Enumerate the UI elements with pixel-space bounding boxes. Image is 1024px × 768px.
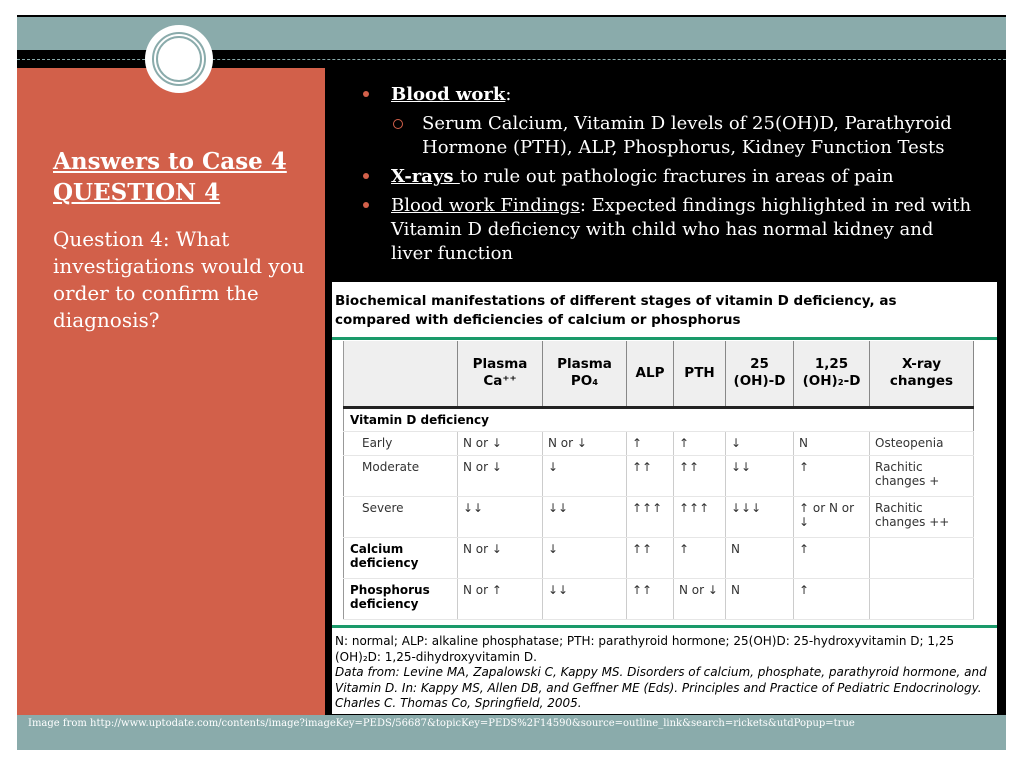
column-header [344,341,458,407]
table-cell: Rachitic changes ++ [870,496,974,537]
circle-ornament-icon [145,25,213,93]
column-header: Plasma PO₄ [543,341,627,407]
table-cell: N or ↓ [458,537,543,578]
row-label: Severe [344,496,458,537]
column-header: Plasma Ca⁺⁺ [458,341,543,407]
row-label: Moderate [344,455,458,496]
question-text: Question 4: What investigations would you order to confirm the diagnosis? [53,227,305,332]
table-row [344,537,974,578]
table-cell: ↓↓ [726,455,794,496]
table-cell [870,537,974,578]
column-header: 25 (OH)-D [726,341,794,407]
table-cell: ↑ [794,455,870,496]
row-label: Calcium deficiency [344,537,458,578]
table-cell: Rachitic changes + [870,455,974,496]
table-cell: ↓ [726,431,794,455]
table-cell: ↑ [674,431,726,455]
table-cell: ↓↓ [543,496,627,537]
table-cell: ↑↑ [627,537,674,578]
bullet-list [357,83,977,271]
vitamin-d-table [343,341,974,620]
table-row [344,578,974,619]
left-panel [17,68,325,715]
table-cell: ↓↓↓ [726,496,794,537]
abbreviations-note: N: normal; ALP: alkaline phosphatase; PTH: parathyroid hormone; 25(OH)D: 25-hydroxyvitamin D; 1,25 (OH)₂D: 1,25-dihydroxyvitamin D. [335,634,955,664]
table-cell: N [726,578,794,619]
bullet-xrays: X-rays to rule out pathologic fractures in areas of pain [357,165,977,189]
table-cell: ↓↓ [543,578,627,619]
column-header: ALP [627,341,674,407]
table-notes [335,634,990,712]
slide [17,15,1006,750]
table-cell: Osteopenia [870,431,974,455]
image-source-caption: Image from http://www.uptodate.com/contents/image?imageKey=PEDS/56687&topicKey=PEDS%2F14590&source=outline_link&search=rickets&utdPopup=true [17,715,1006,750]
green-rule [332,337,997,340]
bullet-blood-work: Blood work: [357,83,977,107]
table-cell: ↑↑ [674,455,726,496]
table-image [332,282,997,714]
table-cell: ↑↑↑ [674,496,726,537]
table-cell: N or ↓ [458,431,543,455]
table-cell [870,578,974,619]
table-cell: ↑ or N or ↓ [794,496,870,537]
table-cell: ↓↓ [458,496,543,537]
bullet-findings: Blood work Findings: Expected findings highlighted in red with Vitamin D deficiency with child who has normal kidney and liver function [357,194,977,266]
green-rule [332,625,997,628]
table-row [344,455,974,496]
source-note: Data from: Levine MA, Zapalowski C, Kappy MS. Disorders of calcium, phosphate, parathyroid hormone, and Vitamin D. In: Kappy MS, Allen DB, and Geffner ME (Eds). Principles and Practice of Pediatric Endocrinology. Charles C. Thomas Co, Springfield, 2005. [335,665,987,710]
table-cell: N or ↓ [674,578,726,619]
table-header-row [344,341,974,407]
table-title: Biochemical manifestations of different stages of vitamin D deficiency, as compared with deficiencies of calcium or phosphorus [335,293,897,328]
table-cell: ↓ [543,455,627,496]
table-cell: N [726,537,794,578]
table-cell: ↑ [627,431,674,455]
row-label: Phosphorus deficiency [344,578,458,619]
table-cell: ↑↑ [627,455,674,496]
table-cell: ↑ [674,537,726,578]
table-cell: ↑↑ [627,578,674,619]
table-cell: ↑ [794,578,870,619]
table-cell: N [794,431,870,455]
column-header: X-ray changes [870,341,974,407]
table-row [344,431,974,455]
table-row [344,496,974,537]
table-cell: ↓ [543,537,627,578]
slide-title: Answers to Case 4 QUESTION 4 [53,148,287,206]
table-cell: N or ↓ [458,455,543,496]
table-cell: ↑↑↑ [627,496,674,537]
group-label: Vitamin D deficiency [344,407,974,431]
column-header: 1,25 (OH)₂-D [794,341,870,407]
column-header: PTH [674,341,726,407]
table-cell: ↑ [794,537,870,578]
sub-bullet-tests: Serum Calcium, Vitamin D levels of 25(OH)D, Parathyroid Hormone (PTH), ALP, Phosphorus, Kidney Function Tests [357,112,977,160]
row-label: Early [344,431,458,455]
table-cell: N or ↓ [543,431,627,455]
table-row [344,407,974,431]
table-cell: N or ↑ [458,578,543,619]
